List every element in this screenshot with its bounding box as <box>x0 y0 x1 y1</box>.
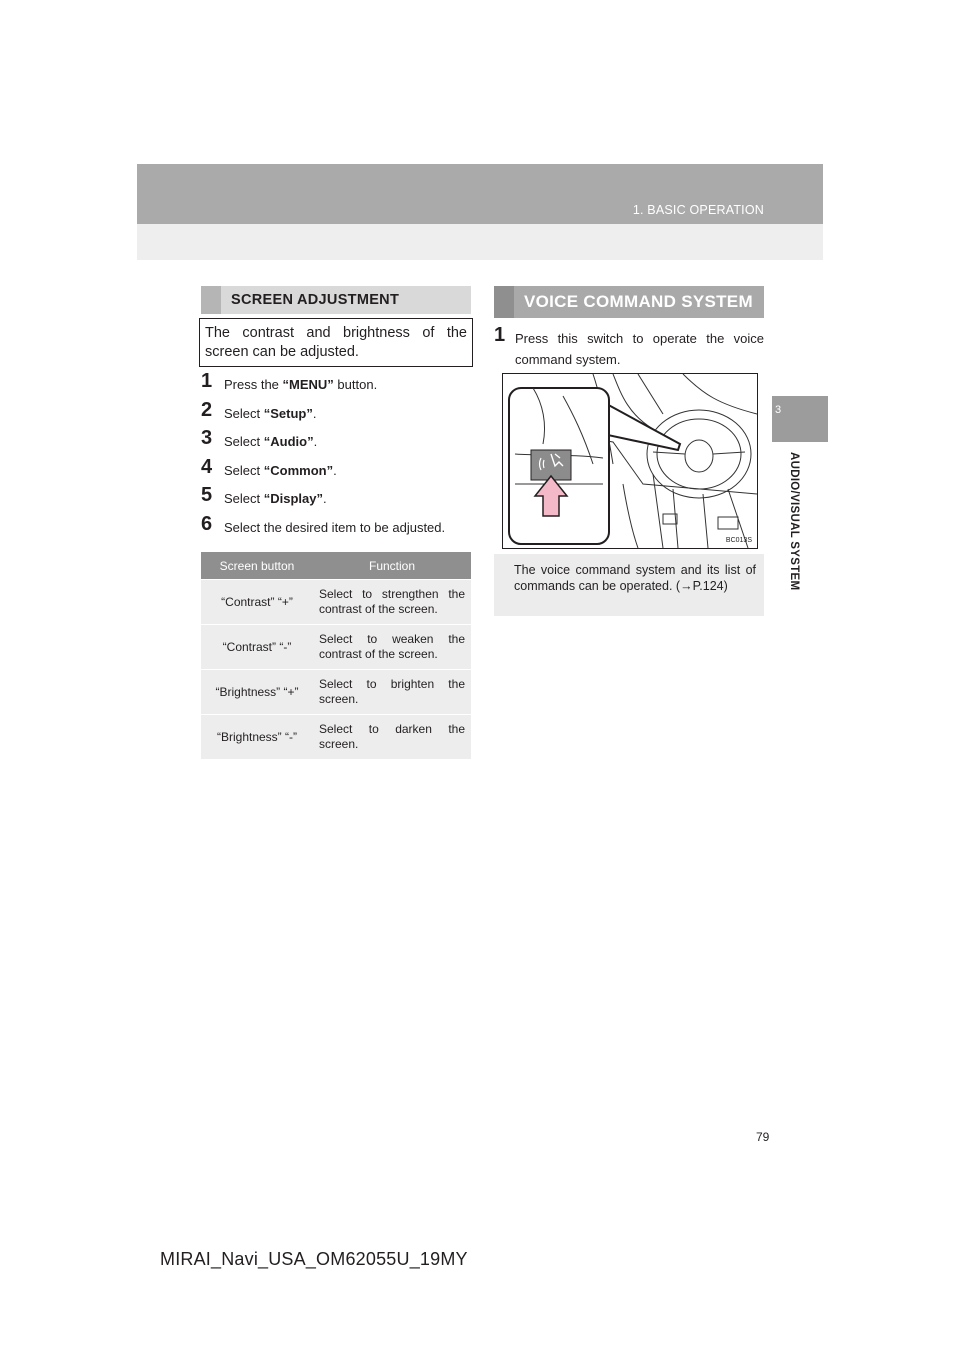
step-text-post: button. <box>333 377 378 392</box>
table-cell-function: Select to weaken the contrast of the screen. <box>313 625 471 670</box>
footer-document-code: MIRAI_Navi_USA_OM62055U_19MY <box>160 1249 468 1269</box>
step-number: 5 <box>201 484 213 506</box>
step-text-pre: Select the desired item to be adjusted. <box>224 519 446 535</box>
chapter-tab <box>772 396 828 442</box>
chapter-title: 1. BASIC OPERATION <box>632 203 764 217</box>
step-text-pre: Select <box>224 491 264 506</box>
table-cell-function: Select to brighten the screen. <box>313 670 471 715</box>
page-number: 79 <box>756 1130 770 1144</box>
step-item <box>201 370 471 403</box>
illustration-code: BC013S <box>725 537 752 544</box>
table-header-row <box>201 552 471 580</box>
table-cell-function: Select to strengthen the contrast of the screen. <box>313 580 471 625</box>
table-cell-button: “Brightness” “-” <box>201 715 313 760</box>
step-number: 2 <box>201 398 213 421</box>
table-cell-function: Select to darken the screen. <box>313 715 471 760</box>
step-number: 1 <box>201 370 213 392</box>
heading-marker <box>494 286 514 318</box>
column-header: Function <box>313 552 471 580</box>
step-item <box>201 484 471 517</box>
table-cell-button: “Contrast” “-” <box>201 625 313 670</box>
screen-adjustment-heading <box>201 286 471 314</box>
step-text-pre: Select <box>224 462 264 478</box>
steps-list <box>201 370 471 545</box>
step-number: 3 <box>201 427 213 449</box>
step-text <box>224 377 377 392</box>
step-text-pre: Select <box>224 405 264 421</box>
steering-wheel-drawing <box>503 374 757 548</box>
step-text-bold: “Setup” <box>263 405 313 421</box>
table-row <box>201 670 471 715</box>
step-text-bold: “Display” <box>263 491 323 506</box>
step-item <box>201 427 471 460</box>
step-text-post: . <box>312 405 317 421</box>
step-text-pre: Press the <box>224 377 283 392</box>
step-text-post: . <box>333 462 337 478</box>
intro-box: The contrast and brightness of the screen can be adjusted. <box>199 318 473 367</box>
table-cell-button: “Contrast” “+” <box>201 580 313 625</box>
voice-command-heading <box>494 286 764 318</box>
table-row <box>201 580 471 625</box>
step-item <box>201 512 471 546</box>
step-item <box>201 398 471 432</box>
step-text <box>224 463 337 478</box>
step-text-post: . <box>323 491 327 506</box>
heading-marker <box>201 286 221 314</box>
step-item <box>201 455 471 489</box>
step-text <box>224 491 327 506</box>
step-text-pre: Select <box>224 434 264 449</box>
step-number: 4 <box>201 455 213 478</box>
chapter-number: 3 <box>774 404 782 416</box>
table-row <box>201 625 471 670</box>
screen-adjustment-title: SCREEN ADJUSTMENT <box>231 292 400 308</box>
chapter-tab-label: AUDIO/VISUAL SYSTEM <box>788 452 800 591</box>
table-row <box>201 715 471 760</box>
table-cell-button: “Brightness” “+” <box>201 670 313 715</box>
screen-button-table <box>201 552 471 759</box>
step-text <box>224 434 317 449</box>
step-text: Press this switch to operate the voice command system. <box>515 331 764 367</box>
steering-switch-illustration <box>502 373 758 549</box>
step-number: 6 <box>201 512 213 535</box>
step-text <box>224 520 445 535</box>
note-box <box>494 554 764 616</box>
header-subband <box>137 224 823 260</box>
step-number: 1 <box>494 324 506 346</box>
step-text-bold: “Audio” <box>263 434 314 449</box>
column-header: Screen button <box>201 552 313 580</box>
step-text-post: . <box>313 434 318 449</box>
step-text <box>224 406 317 421</box>
step-text-bold: “MENU” <box>282 377 334 392</box>
step-text-bold: “Common” <box>263 462 334 478</box>
note-text: The voice command system and its list of commands can be operated. (→P.124) <box>514 563 756 593</box>
voice-command-title: VOICE COMMAND SYSTEM <box>524 292 753 311</box>
voice-step <box>494 324 764 370</box>
